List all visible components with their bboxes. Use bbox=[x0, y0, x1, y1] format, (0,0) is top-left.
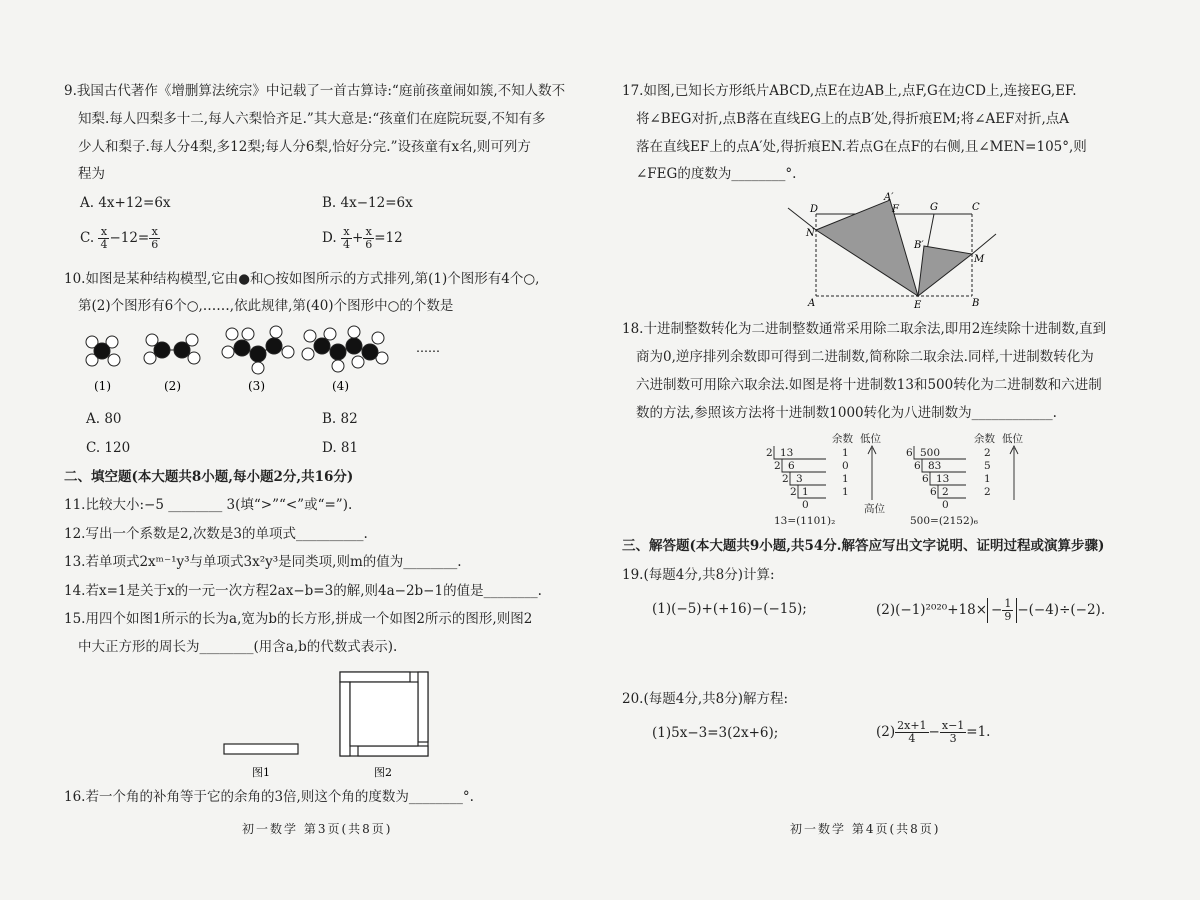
point-c: C bbox=[972, 202, 980, 213]
q18-line1: 18.十进制整数转化为二进制整数通常采用除二取余法,即用2连续除十进制数,直到 bbox=[622, 321, 1107, 337]
point-m: M bbox=[974, 254, 985, 265]
section-3-heading: 三、解答题(本大题共9小题,共54分.解答应写出文字说明、证明过程或演算步骤) bbox=[622, 538, 1105, 554]
bin-header-remainder: 余数 bbox=[832, 433, 853, 445]
point-a-prime: A′ bbox=[884, 192, 894, 203]
figure-2-caption: 图2 bbox=[374, 766, 392, 779]
bin-header-low: 低位 bbox=[860, 433, 881, 445]
point-f: F bbox=[892, 204, 899, 215]
q20-title: 20.(每题4分,共8分)解方程: bbox=[622, 691, 789, 707]
model-ellipsis: …… bbox=[416, 341, 440, 355]
q10-line1: 10.如图是某种结构模型,它由●和○按如图所示的方式排列,第(1)个图形有4个○, bbox=[64, 271, 540, 287]
right-page bbox=[600, 0, 1200, 900]
q18-line2: 商为0,逆序排列余数即可得到二进制数,简称除二取余法.同样,十进制数转化为 bbox=[636, 349, 1094, 365]
bin-divisor-3: 2 bbox=[782, 473, 789, 485]
point-n: N bbox=[806, 228, 815, 239]
figure-1-caption: 图1 bbox=[252, 766, 270, 779]
q10-option-c: C. 120 bbox=[86, 440, 131, 456]
q18-line3: 六进制数可用除六取余法.如图是将十进制数13和500转化为二进制数和六进制 bbox=[636, 377, 1102, 393]
fraction: $\frac{x}{6}$ bbox=[151, 225, 159, 251]
q19-title: 19.(每题4分,共8分)计算: bbox=[622, 567, 775, 583]
point-g: G bbox=[930, 202, 938, 213]
q11: 11.比较大小:−5 ________ 3(填“>”“<”或“=”). bbox=[64, 497, 353, 513]
point-b: B bbox=[972, 298, 980, 309]
fraction: $\frac{x}{4}$ bbox=[342, 225, 350, 251]
bin-remainder-3: 1 bbox=[842, 473, 849, 485]
line-through-m bbox=[972, 234, 996, 254]
hex-value-3: 13 bbox=[936, 473, 950, 485]
hex-value-5: 0 bbox=[942, 499, 949, 511]
q9-option-c: C. $\frac{x}{4}$ −12= $\frac{x}{6}$ bbox=[80, 225, 159, 251]
model-label-3: (3) bbox=[248, 379, 265, 393]
model-2 bbox=[144, 334, 200, 364]
bin-divisor-2: 2 bbox=[774, 460, 781, 472]
right-footer: 初一数学 第4页(共8页) bbox=[790, 822, 941, 836]
q10-option-a: A. 80 bbox=[86, 411, 122, 427]
q10-line2: 第(2)个图形有6个○,……,依此规律,第(40)个图形中○的个数是 bbox=[78, 298, 454, 314]
model-label-1: (1) bbox=[94, 379, 111, 393]
model-4 bbox=[302, 326, 388, 372]
hex-remainder-3: 1 bbox=[984, 473, 991, 485]
q9-line3: 少人和梨子.每人分4梨,多12梨;每人分6梨,恰好分完.”设孩童有x名,则可列方 bbox=[78, 139, 531, 155]
q12: 12.写出一个系数是2,次数是3的单项式__________. bbox=[64, 526, 368, 542]
q15-line1: 15.用四个如图1所示的长为a,宽为b的长方形,拼成一个如图2所示的图形,则图2 bbox=[64, 611, 533, 627]
q9-option-a: A. 4x+12=6x bbox=[80, 195, 171, 211]
q9-line2: 知梨.每人四梨多十二,每人六梨恰齐足.”其大意是:“孩童们在庭院玩耍,不知有多 bbox=[78, 111, 546, 127]
q9-line4: 程为 bbox=[78, 166, 105, 182]
q9-line1: 9.我国古代著作《增删算法统宗》中记载了一首古算诗:“庭前孩童闹如簇,不知人数不 bbox=[64, 83, 566, 99]
fraction: $\frac{x}{4}$ bbox=[100, 225, 108, 251]
figure-2-square bbox=[340, 672, 428, 756]
q19-part2: (2)(−1)²⁰²⁰+18× − $\frac{1}{9}$ −(−4)÷(−2). bbox=[876, 597, 1106, 623]
molecule-model-figure bbox=[78, 322, 458, 402]
q9-option-d: D. $\frac{x}{4}$ + $\frac{x}{6}$ =12 bbox=[322, 225, 403, 251]
model-3 bbox=[222, 326, 294, 374]
bin-remainder-2: 0 bbox=[842, 460, 849, 472]
bin-divisor-4: 2 bbox=[790, 486, 797, 498]
absolute-value-bars: − $\frac{1}{9}$ bbox=[987, 598, 1017, 623]
q10-option-d: D. 81 bbox=[322, 440, 359, 456]
rectangle-figures bbox=[218, 666, 438, 782]
hex-remainder-4: 2 bbox=[984, 486, 991, 498]
hex-divisor-2: 6 bbox=[914, 460, 921, 472]
point-b-prime: B′ bbox=[914, 240, 924, 251]
q13: 13.若单项式2xᵐ⁻¹y³与单项式3x²y³是同类项,则m的值为________. bbox=[64, 554, 462, 570]
bin-header-high: 高位 bbox=[864, 503, 885, 515]
point-d: D bbox=[810, 204, 819, 215]
fraction: $\frac{x}{6}$ bbox=[365, 225, 373, 251]
q17-line3: 落在直线EF上的点A′处,得折痕EN.若点G在点F的右侧,且∠MEN=105°,则 bbox=[636, 139, 1087, 155]
q17-line2: 将∠BEG对折,点B落在直线EG上的点B′处,得折痕EM;将∠AEF对折,点A bbox=[636, 111, 1070, 127]
bin-remainder-4: 1 bbox=[842, 486, 849, 498]
q16: 16.若一个角的补角等于它的余角的3倍,则这个角的度数为________°. bbox=[64, 789, 474, 805]
bin-value-3: 3 bbox=[796, 473, 803, 485]
model-label-4: (4) bbox=[332, 379, 349, 393]
figure-1-rectangle bbox=[224, 744, 298, 754]
bin-result: 13=(1101)₂ bbox=[774, 515, 836, 527]
q14: 14.若x=1是关于x的一元一次方程2ax−b=3的解,则4a−2b−1的值是________. bbox=[64, 583, 542, 599]
q17-line1: 17.如图,已知长方形纸片ABCD,点E在边AB上,点F,G在边CD上,连接EG,EF. bbox=[622, 83, 1077, 99]
hex-value-2: 83 bbox=[928, 460, 942, 472]
left-footer: 初一数学 第3页(共8页) bbox=[242, 822, 393, 836]
fraction: $\frac{2x+1}{4}$ bbox=[897, 719, 927, 745]
hex-remainder-1: 2 bbox=[984, 447, 991, 459]
hex-result: 500=(2152)₆ bbox=[910, 515, 978, 527]
hex-header-remainder: 余数 bbox=[974, 433, 995, 445]
q17-line4: ∠FEG的度数为________°. bbox=[636, 166, 797, 182]
hex-header-low: 低位 bbox=[1002, 433, 1023, 445]
hex-divisor-4: 6 bbox=[930, 486, 937, 498]
hex-remainder-2: 5 bbox=[984, 460, 991, 472]
hex-value-4: 2 bbox=[942, 486, 949, 498]
folding-figure bbox=[786, 192, 1006, 312]
q20-part2: (2) $\frac{2x+1}{4}$ − $\frac{x-1}{3}$ =1. bbox=[876, 719, 991, 745]
model-label-2: (2) bbox=[164, 379, 181, 393]
bin-value-4: 1 bbox=[802, 486, 809, 498]
bin-remainder-1: 1 bbox=[842, 447, 849, 459]
bin-value-5: 0 bbox=[802, 499, 809, 511]
base-conversion-figure bbox=[760, 430, 1040, 530]
bin-value-2: 6 bbox=[788, 460, 795, 472]
q18-line4: 数的方法,参照该方法将十进制数1000转化为八进制数为____________. bbox=[636, 405, 1057, 421]
fraction: $\frac{x-1}{3}$ bbox=[941, 719, 965, 745]
q20-part1: (1)5x−3=3(2x+6); bbox=[652, 725, 779, 741]
point-e: E bbox=[914, 300, 922, 311]
q9-option-b: B. 4x−12=6x bbox=[322, 195, 413, 211]
section-2-heading: 二、填空题(本大题共8小题,每小题2分,共16分) bbox=[64, 469, 354, 485]
hex-value-1: 500 bbox=[920, 447, 941, 459]
q19-part1: (1)(−5)+(+16)−(−15); bbox=[652, 601, 807, 617]
q15-line2: 中大正方形的周长为________(用含a,b的代数式表示). bbox=[78, 639, 398, 655]
q10-option-b: B. 82 bbox=[322, 411, 358, 427]
bin-divisor-1: 2 bbox=[766, 447, 773, 459]
fold-triangle-right bbox=[918, 246, 972, 296]
bin-value-1: 13 bbox=[780, 447, 794, 459]
fraction: $\frac{1}{9}$ bbox=[1004, 597, 1012, 623]
hex-divisor-1: 6 bbox=[906, 447, 913, 459]
hex-divisor-3: 6 bbox=[922, 473, 929, 485]
point-a: A bbox=[808, 298, 816, 309]
model-1 bbox=[86, 336, 120, 366]
